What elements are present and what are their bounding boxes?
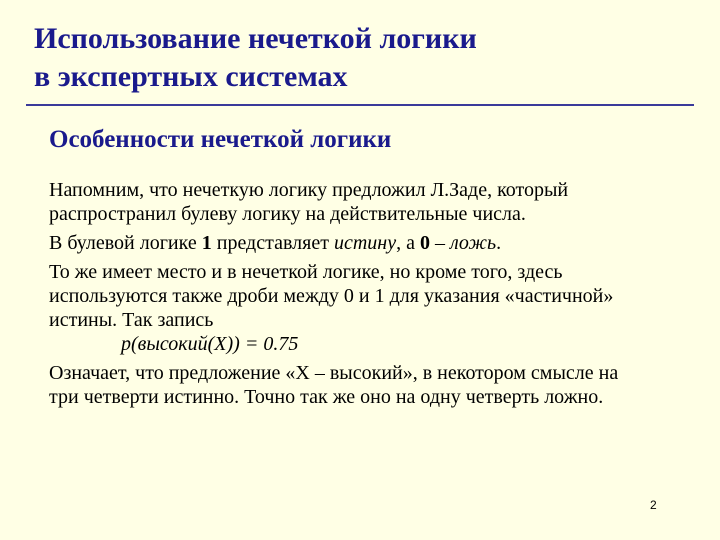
boolean-suffix: .	[496, 232, 502, 254]
page-number: 2	[650, 498, 657, 512]
paragraph-boolean	[49, 231, 699, 255]
paragraph-zadeh-line-1: Напомним, что нечеткую логику предложил Л.Заде, который	[49, 179, 569, 201]
slide-title	[34, 20, 694, 96]
boolean-zero: 0	[419, 232, 430, 254]
boolean-mid-2: , а	[396, 232, 420, 254]
slide-title-line-1: Использование нечеткой логики	[34, 22, 477, 55]
paragraph-meaning	[49, 361, 699, 409]
paragraph-boolean-line	[49, 231, 699, 255]
paragraph-meaning-line-1: Означает, что предложение «X – высокий», в некотором смысле на	[49, 362, 619, 384]
boolean-mid-1: представляет	[211, 232, 334, 254]
slide-title-line-2: в экспертных системах	[34, 60, 348, 93]
paragraph-zadeh	[49, 178, 699, 226]
boolean-prefix: В булевой логике	[49, 232, 202, 254]
boolean-falsehood: ложь	[449, 232, 497, 254]
section-heading: Особенности нечеткой логики	[49, 126, 392, 153]
probability-formula: p(высокий(X)) = 0.75	[121, 333, 299, 355]
boolean-dash: –	[429, 232, 450, 254]
paragraph-meaning-line-2: три четверти истинно. Точно так же оно на одну четверть ложно.	[49, 386, 604, 408]
boolean-truth: истину	[333, 232, 397, 254]
paragraph-fuzzy-line-3: истины. Так запись	[49, 309, 214, 331]
paragraph-fuzzy	[49, 260, 699, 356]
paragraph-fuzzy-line-1: То же имеет место и в нечеткой логике, но кроме того, здесь	[49, 261, 563, 283]
paragraph-zadeh-line-2: распространил булеву логику на действительные числа.	[49, 203, 526, 225]
title-divider	[26, 104, 694, 106]
paragraph-fuzzy-line-2: используются также дроби между 0 и 1 для указания «частичной»	[49, 285, 614, 307]
boolean-one: 1	[201, 232, 212, 254]
slide-body	[49, 178, 699, 409]
